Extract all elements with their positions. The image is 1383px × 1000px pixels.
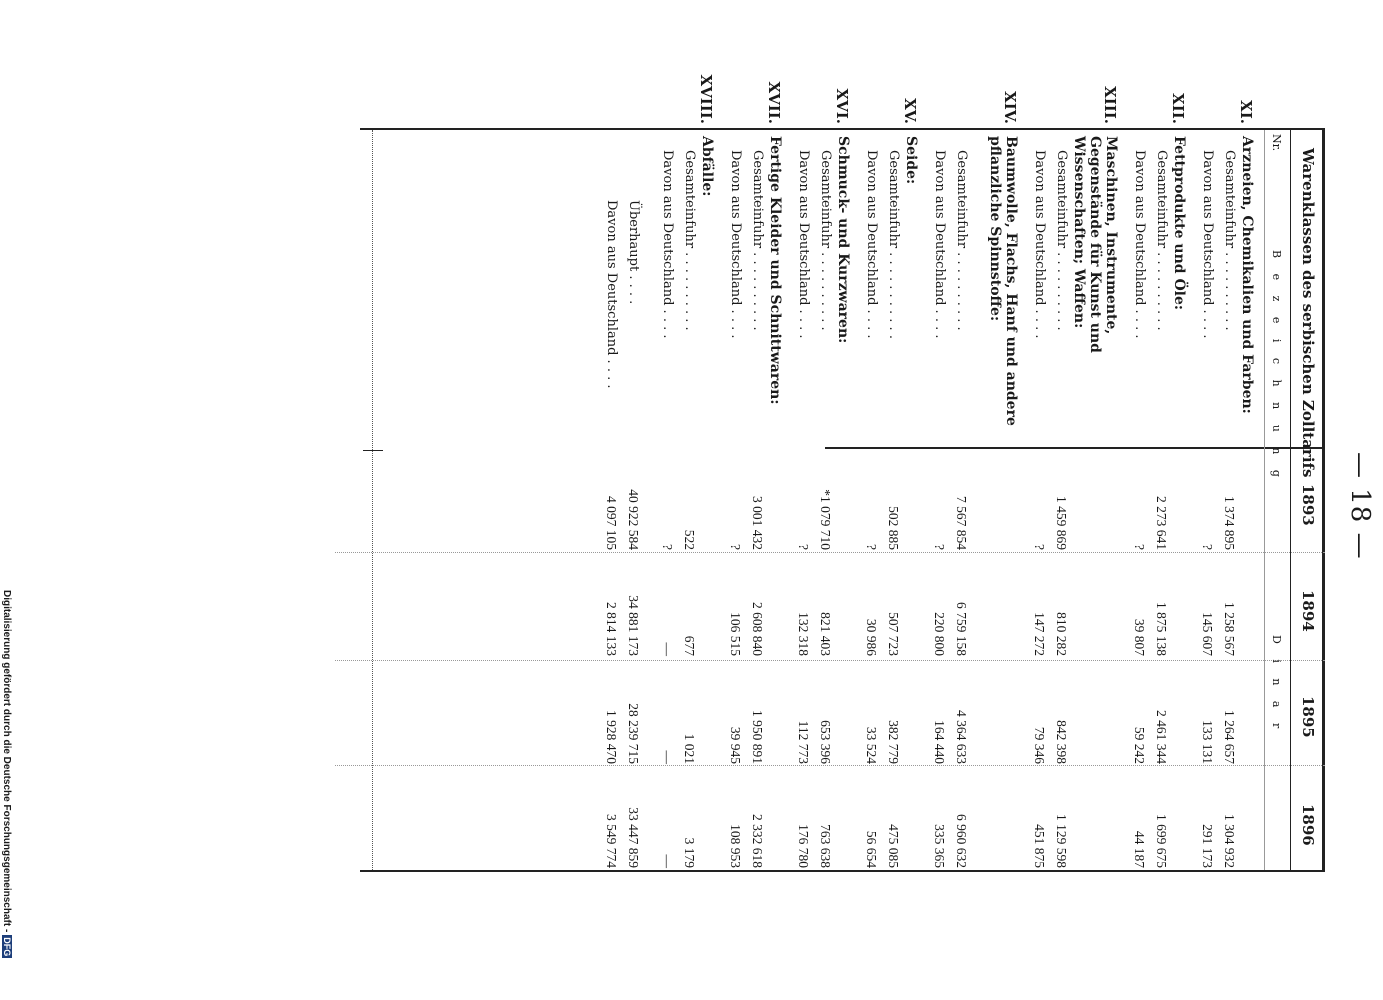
cell-value: 291 173 (1200, 824, 1215, 868)
total-label: Davon aus Deutschland . . . . (604, 200, 619, 389)
header-label: Warenklassen des serbischen Zolltarifs (1299, 148, 1317, 478)
col-bezeichnung: B e z e i c h n u n g (1270, 250, 1283, 483)
cell-value: 3 179 (682, 837, 697, 868)
col-unit: D i n a r (1270, 635, 1283, 735)
cell-value: 59 242 (1132, 726, 1147, 764)
row-label: Gesamteinfuhr . . . . . . . . . . (818, 150, 833, 331)
row-label: Gesamteinfuhr . . . . . . . . . . (750, 150, 765, 331)
cell-value: 382 779 (886, 720, 901, 764)
cell-value: ? (864, 544, 879, 550)
cell-value: 2 461 344 (1154, 710, 1169, 764)
cell-value: 147 272 (1032, 612, 1047, 656)
cell-value: — (660, 642, 675, 656)
cell-value: 220 800 (932, 612, 947, 656)
cell-value: 810 282 (1054, 612, 1069, 656)
label-divider (825, 447, 1325, 449)
row-label: Davon aus Deutschland . . . . (728, 150, 743, 339)
cell-value: 451 875 (1032, 824, 1047, 868)
total-value: 28 239 715 (626, 703, 641, 764)
year-divider-3 (335, 765, 1325, 766)
row-label: Davon aus Deutschland . . . . (1132, 150, 1147, 339)
cell-value: *1 079 710 (818, 489, 833, 550)
cell-value: ? (932, 544, 947, 550)
cell-value: 6 960 632 (954, 814, 969, 868)
group-label: Fettprodukte und Öle: (1171, 136, 1187, 311)
cell-value: ? (660, 544, 675, 550)
row-label: Davon aus Deutschland . . . . (932, 150, 947, 339)
cell-value: 522 (682, 529, 697, 550)
year-1896: 1896 (1299, 804, 1317, 846)
row-label: Davon aus Deutschland . . . . (660, 150, 675, 339)
row-label: Gesamteinfuhr . . . . . . . . . . (682, 150, 697, 331)
cell-value: 653 396 (818, 720, 833, 764)
cell-value: 108 953 (728, 824, 743, 868)
cell-value: 56 654 (864, 830, 879, 868)
cell-value: 821 403 (818, 612, 833, 656)
left-rule (360, 128, 1325, 130)
cell-value: 502 885 (886, 506, 901, 550)
total-value: 40 922 584 (626, 489, 641, 550)
row-label: Gesamteinfuhr . . . . . . . . . . . (886, 150, 901, 339)
row-number: XV. (901, 98, 919, 124)
group-label: Maschinen, Instrumente, Gegenstände für Kunst und Wissenschaften; Waffen: (1071, 136, 1119, 353)
cell-value: ? (796, 544, 811, 550)
row-label: Gesamteinfuhr . . . . . . . . . . (1222, 150, 1237, 331)
cell-value: 2 332 618 (750, 814, 765, 868)
col-nr: Nr. (1270, 134, 1283, 152)
group-label: Arzneien, Chemikalien und Farben: (1239, 136, 1255, 414)
total-value: 3 549 774 (604, 814, 619, 868)
row-number: XVII. (765, 81, 783, 124)
cell-value: 1 264 657 (1222, 710, 1237, 764)
row-label: Gesamteinfuhr . . . . . . . . . . (1054, 150, 1069, 331)
cell-value: 79 346 (1032, 726, 1047, 764)
cell-value: 112 773 (796, 720, 811, 764)
page-number: — 18 — (1345, 452, 1375, 560)
cell-value: 145 607 (1200, 612, 1215, 656)
cell-value: 3 001 432 (750, 496, 765, 550)
row-label: Gesamteinfuhr . . . . . . . . . . (1154, 150, 1169, 331)
top-rule (1322, 130, 1325, 870)
year-1893: 1893 (1299, 484, 1317, 526)
total-value: 34 881 173 (626, 595, 641, 656)
year-1895: 1895 (1299, 696, 1317, 738)
row-number: XIII. (1101, 86, 1119, 124)
group-label: Fertige Kleider und Schnittwaren: (767, 136, 783, 405)
cell-value: 1 129 598 (1054, 814, 1069, 868)
row-label: Davon aus Deutschland . . . . (796, 150, 811, 339)
bottom-rule (372, 130, 373, 870)
total-label: Überhaupt . . . . (626, 200, 641, 305)
cell-value: 475 085 (886, 824, 901, 868)
cell-value: 44 187 (1132, 830, 1147, 868)
year-1894: 1894 (1299, 590, 1317, 632)
cell-value: 1 021 (682, 733, 697, 764)
row-number: XVI. (833, 88, 851, 124)
cell-value: 39 945 (728, 726, 743, 764)
cell-value: 6 759 158 (954, 602, 969, 656)
cell-value: ? (1132, 544, 1147, 550)
subheader-rule (1264, 130, 1265, 870)
cell-value: 335 365 (932, 824, 947, 868)
cell-value: 1 950 891 (750, 710, 765, 764)
cell-value: 1 258 567 (1222, 602, 1237, 656)
cell-value: 763 638 (818, 824, 833, 868)
right-rule (360, 870, 1325, 872)
total-value: 4 097 105 (604, 496, 619, 550)
cell-value: 2 273 641 (1154, 496, 1169, 550)
cell-value: 30 986 (864, 618, 879, 656)
cell-value: 1 374 895 (1222, 496, 1237, 550)
cell-value: — (660, 750, 675, 764)
cell-value: 132 318 (796, 612, 811, 656)
row-number: XI. (1237, 100, 1255, 124)
cell-value: 1 699 675 (1154, 814, 1169, 868)
cell-value: 677 (682, 635, 697, 656)
cell-value: 1 304 932 (1222, 814, 1237, 868)
group-label: Baumwolle, Flachs, Hanf und andere pflanzliche Spinnstoffe: (987, 136, 1019, 426)
cell-value: ? (1200, 544, 1215, 550)
cell-value: 1 459 869 (1054, 496, 1069, 550)
cell-value: 507 723 (886, 612, 901, 656)
group-label: Abfälle: (699, 136, 715, 197)
cell-value: 4 364 633 (954, 710, 969, 764)
row-label: Gesamteinfuhr . . . . . . . . . . (954, 150, 969, 331)
total-value: 33 447 859 (626, 807, 641, 868)
group-label: Seide: (903, 136, 919, 185)
cell-value: ? (728, 544, 743, 550)
cell-value: 106 515 (728, 612, 743, 656)
total-bracket (363, 450, 383, 451)
row-number: XII. (1169, 93, 1187, 124)
row-number: XVIII. (697, 74, 715, 124)
row-label: Davon aus Deutschland . . . . (1200, 150, 1215, 339)
total-value: 2 814 133 (604, 602, 619, 656)
cell-value: 842 398 (1054, 720, 1069, 764)
row-number: XIV. (1001, 91, 1019, 124)
year-divider-1 (335, 552, 1325, 553)
cell-value: ? (1032, 544, 1047, 550)
cell-value: 176 780 (796, 824, 811, 868)
cell-value: 7 567 854 (954, 496, 969, 550)
cell-value: 133 131 (1200, 720, 1215, 764)
row-label: Davon aus Deutschland . . . . (864, 150, 879, 339)
cell-value: 164 440 (932, 720, 947, 764)
header-rule (1290, 130, 1291, 870)
cell-value: 39 807 (1132, 618, 1147, 656)
total-value: 1 928 470 (604, 710, 619, 764)
year-divider-2 (335, 660, 1325, 661)
dfg-logo: DFG (2, 937, 12, 957)
cell-value: 33 524 (864, 726, 879, 764)
side-note-text: Digitalisierung gefördert durch die Deutsche Forschungsgemeinschaft - (1, 590, 12, 933)
cell-value: 2 608 840 (750, 602, 765, 656)
group-label: Schmuck- und Kurzwaren: (835, 136, 851, 344)
row-label: Davon aus Deutschland . . . . (1032, 150, 1047, 339)
cell-value: 1 875 138 (1154, 602, 1169, 656)
cell-value: — (660, 854, 675, 868)
